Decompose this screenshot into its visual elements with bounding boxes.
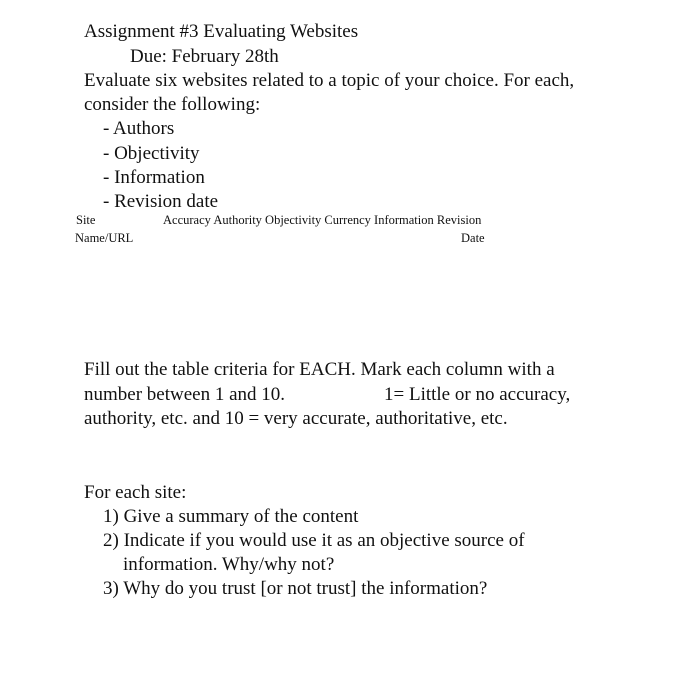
for-each-site-item-2-line-2: information. Why/why not? [123, 554, 335, 575]
criteria-item-information: - Information [103, 167, 205, 188]
fill-instructions-line-1: Fill out the table criteria for EACH. Mark each column with a [84, 359, 555, 380]
table-header-name-url: Name/URL [75, 231, 134, 245]
intro-line-1: Evaluate six websites related to a topic of your choice. For each, [84, 70, 575, 91]
fill-instructions-line-2b: 1= Little or no accuracy, [384, 384, 571, 405]
due-date: Due: February 28th [130, 46, 279, 67]
criteria-item-authors: - Authors [103, 118, 175, 139]
table-header-site: Site [76, 213, 96, 227]
criteria-item-revision-date: - Revision date [103, 191, 219, 212]
for-each-site-item-3: 3) Why do you trust [or not trust] the information? [103, 578, 488, 599]
for-each-site-heading: For each site: [84, 482, 187, 503]
criteria-item-objectivity: - Objectivity [103, 143, 200, 164]
table-header-criteria: Accuracy Authority Objectivity Currency Information Revision [163, 213, 482, 227]
fill-instructions-line-2a: number between 1 and 10. [84, 384, 286, 405]
table-header-date: Date [461, 231, 485, 245]
intro-line-2: consider the following: [84, 94, 261, 115]
for-each-site-item-2-line-1: 2) Indicate if you would use it as an objective source of [103, 530, 525, 551]
for-each-site-item-1: 1) Give a summary of the content [103, 506, 359, 527]
assignment-title: Assignment #3 Evaluating Websites [84, 21, 359, 42]
fill-instructions-line-3: authority, etc. and 10 = very accurate, authoritative, etc. [84, 408, 508, 429]
